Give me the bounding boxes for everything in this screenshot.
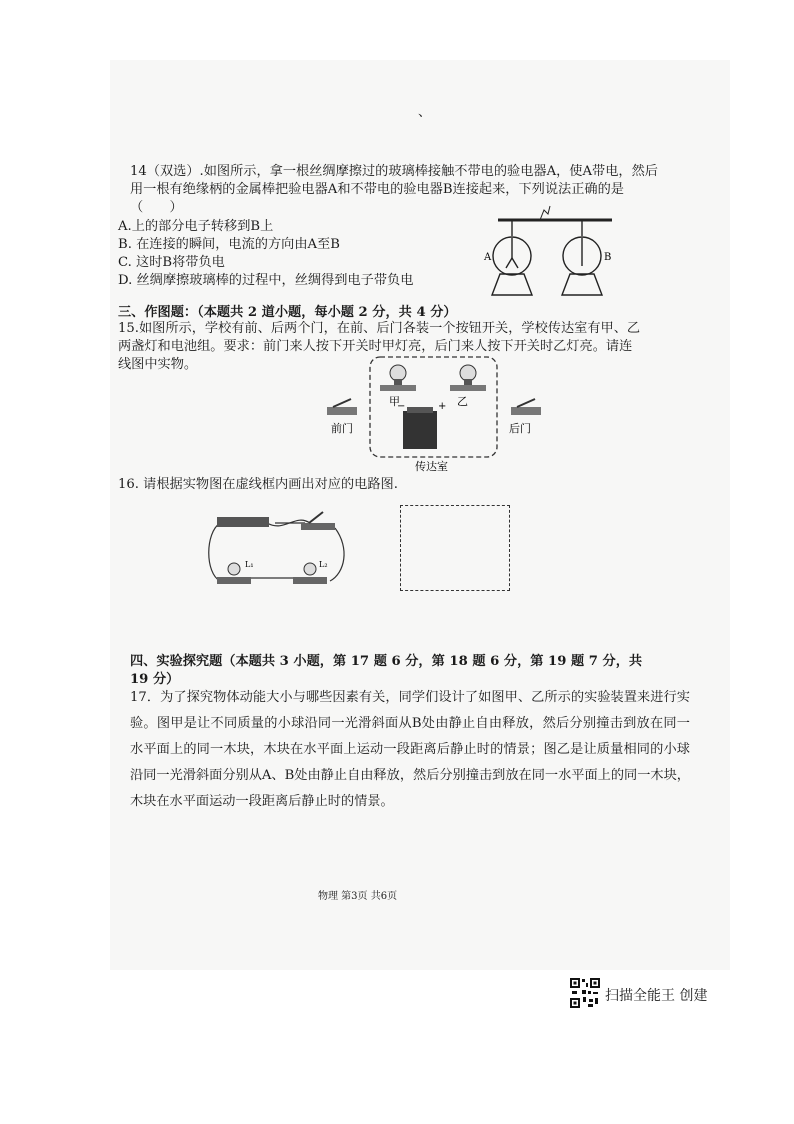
l1-label: L₁ [245,560,254,569]
page-footer: 物理 第3页 共6页 [318,891,398,902]
battery-plus-label: + [438,401,447,412]
q15-line1: 15.如图所示，学校有前、后两个门，在前、后门各装一个按钮开关，学校传达室有甲、乙 [118,321,641,336]
q14-option-a: A.上的部分电子转移到B上 [118,219,274,234]
q14-line1: 14（双选）.如图所示，拿一根丝绸摩擦过的玻璃棒接触不带电的验电器A，使A带电，然后 [130,164,658,179]
section3-title: 三、作图题：（本题共 2 道小题，每小题 2 分，共 4 分） [118,305,457,320]
q14-line2: 用一根有绝缘柄的金属棒把验电器A和不带电的验电器B连接起来，下列说法正确的是 [130,182,624,197]
q14-option-c: C. 这时B将带负电 [118,255,225,270]
section4-title-line1: 四、实验探究题（本题共 3 小题，第 17 题 6 分，第 18 题 6 分，第 19 题 7 分，共 [130,654,643,669]
q14-option-b: B. 在连接的瞬间，电流的方向由A至B [118,237,340,252]
q14-option-d: D. 丝绸摩擦玻璃棒的过程中，丝绸得到电子带负电 [118,273,414,288]
battery-minus-label: − [397,401,406,412]
q14-answer-blank: （ ） [130,200,183,215]
q16-circuit-figure [205,503,355,593]
l2-label: L₂ [319,560,328,569]
lamp-yi-label: 乙 [457,395,468,408]
section4-title-line2: 19 分） [130,672,180,687]
q15-line3: 线图中实物。 [118,357,198,372]
qr-code-icon [569,977,601,1009]
front-door-label: 前门 [331,422,353,435]
q16-answer-box [400,505,510,591]
electroscope-figure [480,200,630,300]
room-label: 传达室 [415,460,448,473]
q16-text: 16. 请根据实物图在虚线框内画出对应的电路图. [118,477,398,492]
q15-circuit-figure [325,355,545,473]
lamp-jia-label: 甲 [389,395,400,408]
header-mark: 、 [418,105,432,120]
back-door-label: 后门 [509,422,531,435]
q17-text: 17．为了探究物体动能大小与哪些因素有关，同学们设计了如图甲、乙所示的实验装置来进行实验。图甲是让不同质量的小球沿同一光滑斜面从B处由静止自由释放，然后分别撞击到放在同一水平面上的同一木块，木块在水平面上运动一段距离后静止时的情景；图乙是让质量相同的小球沿同一光滑斜面分别从A、B处由静止自由释放，然后分别撞击到放在同一水平面上的同一木块，木块在水平面运动一段距离后静止时的情景。 [130,690,690,809]
q15-line2: 两盏灯和电池组。要求：前门来人按下开关时甲灯亮，后门来人按下开关时乙灯亮。请连 [118,339,633,354]
electroscope-a-label: A [484,252,492,263]
watermark-text: 扫描全能王 创建 [605,988,708,1004]
electroscope-b-label: B [604,252,612,263]
